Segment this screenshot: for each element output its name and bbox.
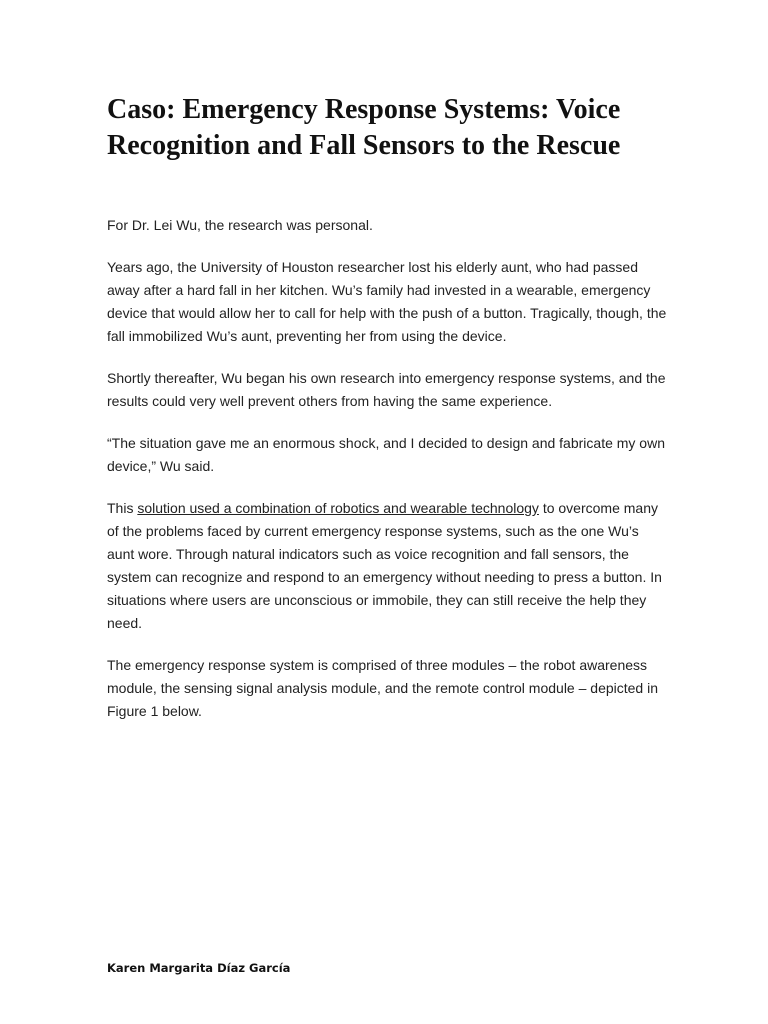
paragraph-1: For Dr. Lei Wu, the research was personal. — [107, 217, 373, 233]
document-body — [107, 214, 667, 742]
solution-link[interactable]: solution used a combination of robotics and wearable technology — [137, 500, 539, 516]
paragraph-2: Years ago, the University of Houston researcher lost his elderly aunt, who had passed away after a hard fall in her kitchen. Wu’s family had invested in a wearable, emergency device that would allow her to call for help with the push of a button. Tragically, though, the fall immobilized Wu’s aunt, preventing her from using the device. — [107, 259, 667, 344]
paragraph-4: “The situation gave me an enormous shock, and I decided to design and fabricate my own device,” Wu said. — [107, 435, 665, 474]
paragraph-5 — [107, 497, 667, 635]
author-footer: Karen Margarita Díaz García — [107, 961, 291, 975]
paragraph-5-rest: to overcome many of the problems faced by current emergency response systems, such as the one Wu’s aunt wore. Through natural indicators such as voice recognition and fall sensors, the system can recognize and respond to an emergency without needing to press a button. In situations where users are unconscious or immobile, they can still receive the help they need. — [107, 500, 662, 631]
document-title: Caso: Emergency Response Systems: Voice Recognition and Fall Sensors to the Rescue — [107, 94, 621, 161]
paragraph-6: The emergency response system is comprised of three modules – the robot awareness module, the sensing signal analysis module, and the remote control module – depicted in Figure 1 below. — [107, 657, 658, 719]
paragraph-3: Shortly thereafter, Wu began his own research into emergency response systems, and the results could very well prevent others from having the same experience. — [107, 370, 666, 409]
paragraph-5-lead: This — [107, 500, 138, 516]
